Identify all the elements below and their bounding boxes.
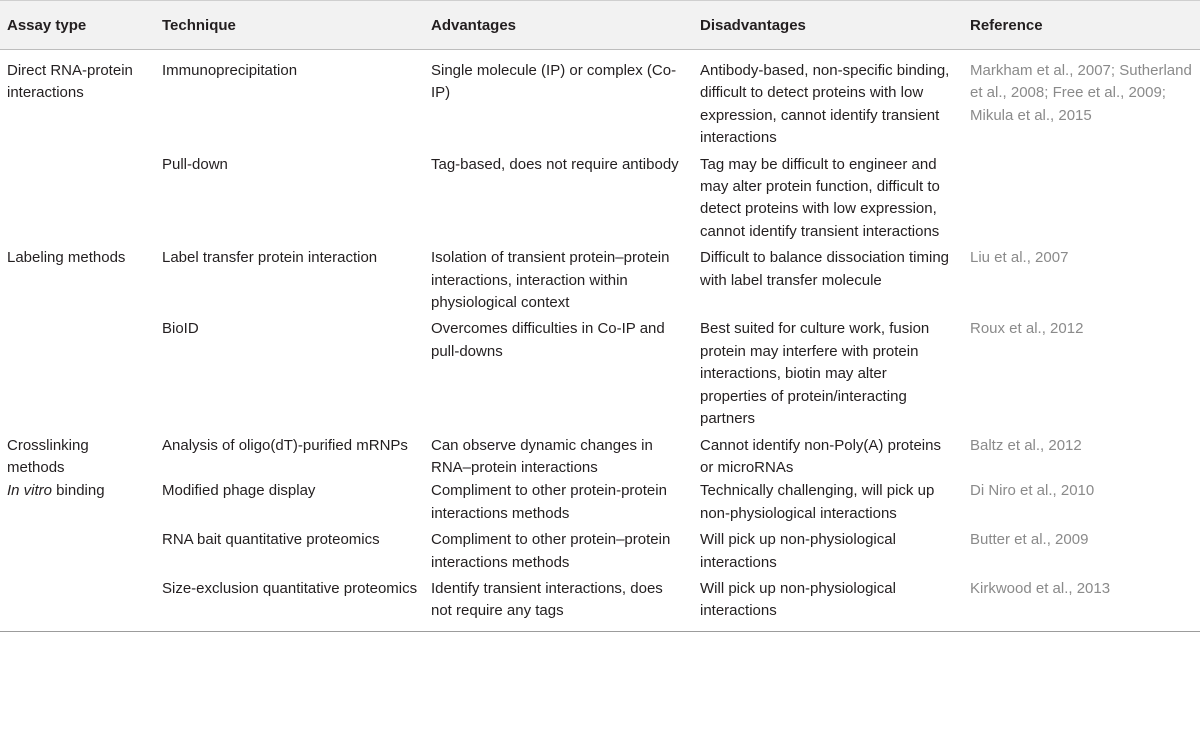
table-row [0, 244, 1200, 315]
cell-reference [963, 575, 1200, 631]
reference-link[interactable]: Markham et al., 2007; [970, 62, 1116, 79]
cell-advantages: Compliment to other protein-protein interactions methods [431, 482, 667, 522]
cell-disadvantages: Technically challenging, will pick up non-physiological interactions [700, 482, 935, 522]
cell-technique: Pull-down [162, 155, 228, 173]
table-row [0, 432, 1200, 481]
cell-reference [963, 432, 1200, 481]
header-assay-type: Assay type [0, 1, 155, 50]
header-technique: Technique [155, 1, 424, 50]
cell-disadvantages: Cannot identify non-Poly(A) proteins or microRNAs [700, 436, 941, 476]
cell-disadvantages: Difficult to balance dissociation timing with label transfer molecule [700, 249, 950, 289]
cell-disadvantages: Will pick up non-physiological interactions [700, 531, 896, 571]
table-row [0, 575, 1200, 631]
cell-reference [963, 315, 1200, 431]
assay-type-italic: In vitro [7, 482, 53, 500]
cell-assay-type [0, 526, 155, 575]
header-advantages: Advantages [424, 1, 693, 50]
table-row [0, 315, 1200, 431]
cell-disadvantages: Antibody-based, non-specific binding, difficult to detect proteins with low expression, cannot identify transient interactions [700, 62, 950, 147]
cell-disadvantages: Tag may be difficult to engineer and may alter protein function, difficult to detect proteins with low expression, cannot identify transient interactions [700, 155, 940, 240]
cell-disadvantages: Best suited for culture work, fusion protein may interfere with protein interactions, biotin may alter properties of protein/interacting partners [700, 320, 930, 428]
cell-reference [963, 151, 1200, 245]
assay-type-text: binding [52, 482, 105, 500]
header-reference: Reference [963, 1, 1200, 50]
cell-advantages: Single molecule (IP) or complex (Co-IP) [431, 62, 677, 102]
cell-assay-type [0, 575, 155, 631]
reference-link[interactable]: Free et al., 2009; [1052, 84, 1166, 102]
reference-link[interactable]: Mikula et al., 2015 [970, 106, 1092, 124]
cell-reference [963, 50, 1200, 151]
table-row [0, 151, 1200, 245]
cell-reference [963, 526, 1200, 575]
header-row [0, 1, 1200, 50]
cell-technique: Label transfer protein interaction [162, 249, 378, 267]
reference-link[interactable]: Roux et al., 2012 [970, 320, 1084, 338]
cell-technique: Analysis of oligo(dT)-purified mRNPs [162, 436, 408, 454]
cell-assay-type: Labeling methods [7, 249, 126, 267]
table-row [0, 50, 1200, 151]
cell-assay-type [0, 480, 155, 526]
reference-link[interactable]: Butter et al., 2009 [970, 531, 1089, 549]
table-body [0, 50, 1200, 632]
reference-link[interactable]: Baltz et al., 2012 [970, 436, 1082, 454]
cell-assay-type [0, 151, 155, 245]
cell-reference [963, 244, 1200, 315]
cell-assay-type: Crosslinking methods [7, 436, 89, 476]
cell-technique: RNA bait quantitative proteomics [162, 531, 380, 549]
cell-technique: BioID [162, 320, 199, 338]
cell-technique: Immunoprecipitation [162, 62, 298, 79]
cell-advantages: Isolation of transient protein–protein interactions, interaction within physiological context [431, 249, 670, 312]
reference-link[interactable]: Sutherland et al., 2008; [970, 62, 1192, 102]
table-row [0, 526, 1200, 575]
table-row [0, 480, 1200, 526]
cell-advantages: Tag-based, does not require antibody [431, 155, 679, 173]
cell-advantages: Overcomes difficulties in Co-IP and pull-downs [431, 320, 665, 360]
cell-technique: Size-exclusion quantitative proteomics [155, 575, 424, 631]
cell-advantages: Can observe dynamic changes in RNA–protein interactions [431, 436, 653, 476]
table-header [0, 1, 1200, 50]
reference-link[interactable]: Kirkwood et al., 2013 [970, 579, 1111, 597]
cell-disadvantages: Will pick up non-physiological interactions [693, 575, 963, 631]
cell-assay-type [0, 315, 155, 431]
cell-advantages: Identify transient interactions, does not require any tags [424, 575, 693, 631]
cell-advantages: Compliment to other protein–protein interactions methods [431, 531, 671, 571]
cell-reference [963, 480, 1200, 526]
reference-link[interactable]: Liu et al., 2007 [970, 249, 1069, 267]
cell-assay-type: Direct RNA-protein interactions [7, 62, 133, 102]
reference-link[interactable]: Di Niro et al., 2010 [970, 482, 1095, 500]
cell-technique: Modified phage display [162, 482, 316, 500]
header-disadvantages: Disadvantages [693, 1, 963, 50]
